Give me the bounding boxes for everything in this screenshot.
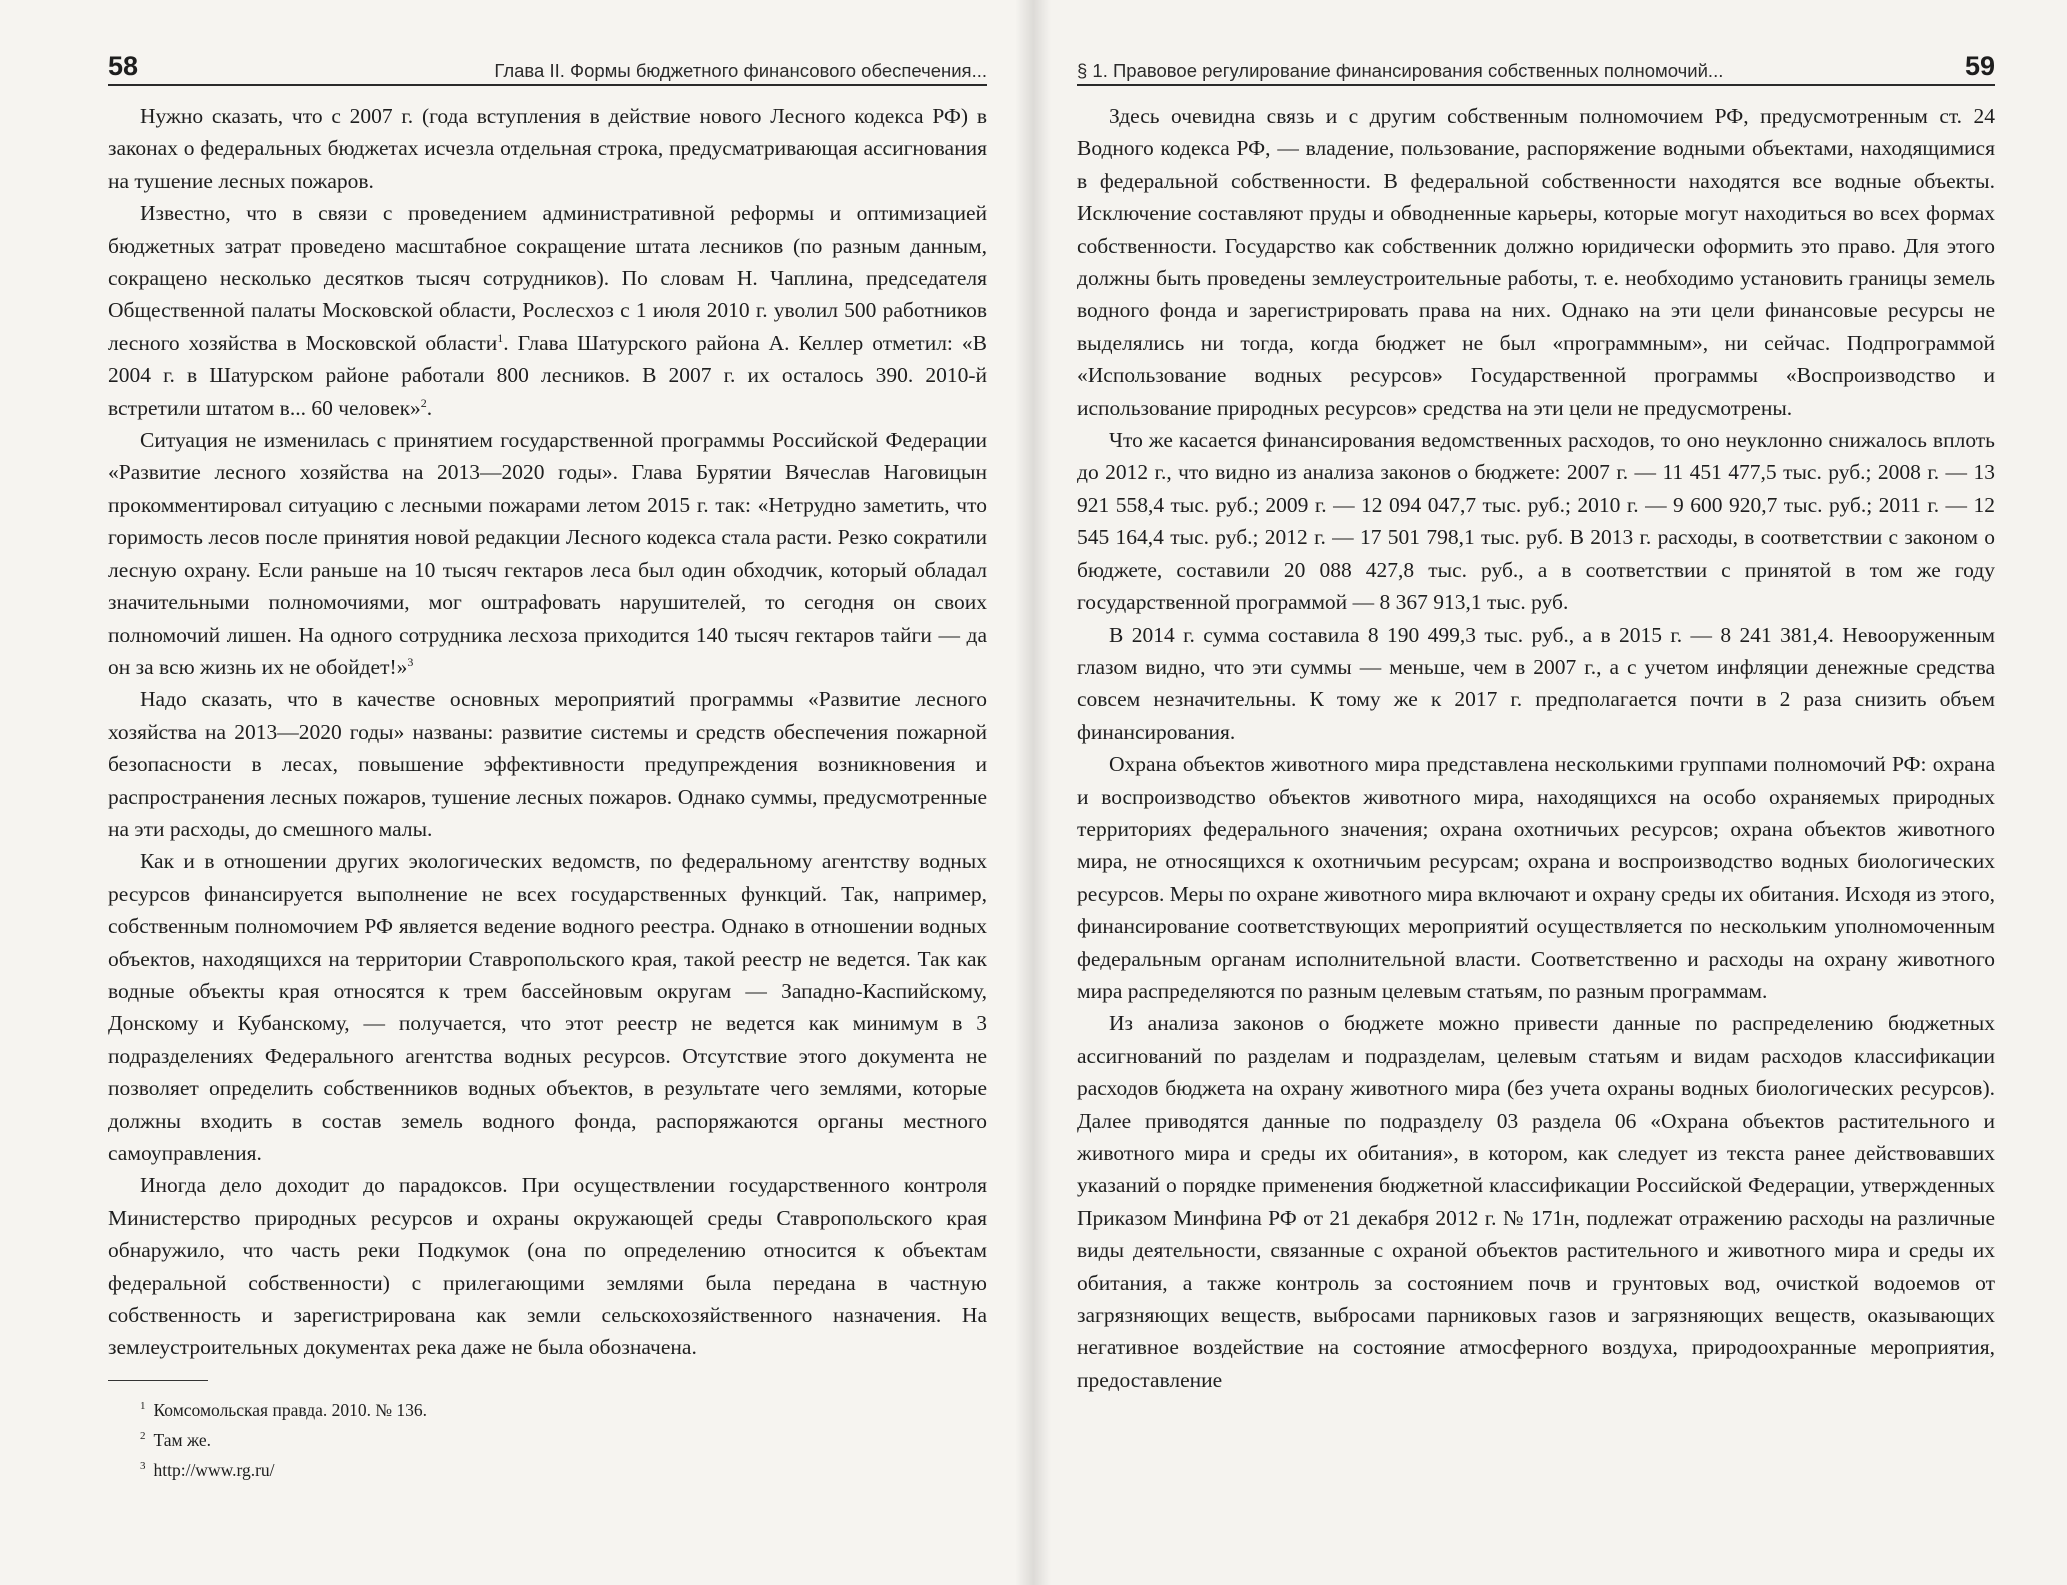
paragraph: Иногда дело доходит до парадоксов. При осуществлении государственного контроля Министерство природных ресурсов и охраны окружающей среды Ставропольского края обнаружило, что часть реки Подкумок (она по определению относится к объектам федеральной собственности) с прилегающими землями была передана в частную собственность и зарегистрирована как земли сельскохозяйственного назначения. На землеустроительных документах река даже не была обозначена. [108,1173,987,1360]
left-body-text [108,100,987,1364]
footnote-mark: 1 [140,1399,146,1412]
right-body-text [1077,100,1995,1396]
footnote-text: Комсомольская правда. 2010. № 136. [153,1399,428,1420]
paragraph: Что же касается финансирования ведомственных расходов, то оно неуклонно снижалось вплоть до 2012 г., что видно из анализа законов о бюджете: 2007 г. — 11 451 477,5 тыс. руб.; 2008 г. — 13 921 558,4 тыс. руб.; 2009 г. — 12 094 047,7 тыс. руб.; 2010 г. — 9 600 920,7 тыс. руб.; 2011 г. — 12 545 164,4 тыс. руб.; 2012 г. — 17 501 798,1 тыс. руб. В 2013 г. расходы, в соответствии с законом о бюджете, составили 20 088 427,8 тыс. руб., а в соответствии с принятой в том же году государственной программой — 8 367 913,1 тыс. руб. [1077,428,1995,615]
paragraph: Здесь очевидна связь и с другим собственным полномочием РФ, предусмотренным ст. 24 Водного кодекса РФ, — владение, пользование, распоряжение водными объектами, находящимися в федеральной собственности. В федеральной собственности находятся все водные объекты. Исключение составляют пруды и обводненные карьеры, которые могут находиться во всех формах собственности. Государство как собственник должно юридически оформить это право. Для этого должны быть проведены землеустроительные работы, т. е. необходимо установить границы земель водного фонда и зарегистрировать права на них. Однако на эти цели финансовые ресурсы не выделялись ни тогда, когда бюджет не был «программным», ни сейчас. Подпрограммой «Использование водных ресурсов» Государственной программы «Воспроизводство и использование природных ресурсов» средства на эти цели не предусмотрены. [1077,104,1995,420]
footnote-text: Там же. [153,1429,211,1450]
left-page-header [108,48,987,86]
right-page [1033,0,2067,1585]
footnote-item [108,1453,987,1483]
footnote-ref-3: 3 [407,654,414,669]
paragraph: Надо сказать, что в качестве основных мероприятий программы «Развитие лесного хозяйства на 2013—2020 годы» названы: развитие системы и средств обеспечения пожарной безопасности в лесах, повышение эффективности предупреждения возникновения и распространения лесных пожаров, тушение лесных пожаров. Однако суммы, предусмотренные на эти расходы, до смешного малы. [108,687,987,841]
footnote-mark: 2 [140,1429,146,1442]
paragraph-text: Известно, что в связи с проведением административной реформы и оптимизацией бюджетных затрат проведено масштабное сокращение штата лесников (по разным данным, сокращено несколько десятков тысяч сотрудников). По словам Н. Чаплина, председателя Общественной палаты Московской области, Рослесхоз с 1 июля 2010 г. уволил 500 работников лесного хозяйства в Московской области [108,201,987,355]
right-page-header [1077,48,1995,86]
left-page [0,0,1033,1585]
paragraph: Как и в отношении других экологических ведомств, по федеральному агентству водных ресурсов финансируется выполнение не всех государственных функций. Так, например, собственным полномочием РФ является ведение водного реестра. Однако в отношении водных объектов, находящихся на территории Ставропольского края, такой реестр не ведется. Так как водные объекты края относятся к трем бассейновым округам — Западно-Каспийскому, Донскому и Кубанскому, — получается, что этот реестр не ведется как минимум в 3 подразделениях Федерального агентства водных ресурсов. Отсутствие этого документа не позволяет определить собственников водных объектов, в результате чего землями, которые должны входить в состав земель водного фонда, распоряжаются органы местного самоуправления. [108,849,987,1165]
left-page-number: 58 [108,51,139,81]
right-page-number: 59 [1964,51,1995,81]
paragraph-text: Ситуация не изменилась с принятием государственной программы Российской Федерации «Развитие лесного хозяйства на 2013—2020 годы». Глава Бурятии Вячеслав Наговицын прокомментировал ситуацию с лесными пожарами летом 2015 г. так: «Нетрудно заметить, что горимость лесов после принятия новой редакции Лесного кодекса стала расти. Резко сократили лесную охрану. Если раньше на 10 тысяч гектаров леса был один обходчик, который обладал значительными полномочиями, мог оштрафовать нарушителей, то сегодня он своих полномочий лишен. На одного сотрудника лесхоза приходится 140 тысяч гектаров тайги — да он за всю жизнь их не обойдет!» [108,428,987,679]
footnote-ref-2: 2 [420,395,427,410]
footnote-mark: 3 [140,1459,146,1472]
paragraph-text-continued: . Глава Шатурского района А. Келлер отметил: «В 2004 г. в Шатурском районе работали 800 лесников. В 2007 г. их осталось 390. 2010-й встретили штатом в... 60 человек» [108,330,987,420]
left-running-title: Глава II. Формы бюджетного финансового обеспечения... [494,59,987,81]
footnotes [108,1393,987,1482]
paragraph: Нужно сказать, что с 2007 г. (года вступления в действие нового Лесного кодекса РФ) в законах о федеральных бюджетах исчезла отдельная строка, предусматривающая ассигнования на тушение лесных пожаров. [108,104,987,193]
paragraph-with-footnotes [108,197,987,424]
book-gutter-shadow [1015,0,1051,1585]
paragraph-with-footnote [108,424,987,683]
footnote-text: http://www.rg.ru/ [153,1459,275,1480]
paragraph-end: . [426,395,433,420]
paragraph: В 2014 г. сумма составила 8 190 499,3 тыс. руб., а в 2015 г. — 8 241 381,4. Невооруженным глазом видно, что эти суммы — меньше, чем в 2007 г., а с учетом инфляции денежные средства совсем незначительны. К тому же к 2017 г. предполагается почти в 2 раза снизить объем финансирования. [1077,622,1995,744]
footnote-item [108,1393,987,1423]
footnote-ref-1: 1 [497,330,504,345]
footnote-item [108,1423,987,1453]
right-running-title: § 1. Правовое регулирование финансирования собственных полномочий... [1077,59,1724,81]
footnote-separator [108,1380,208,1381]
paragraph: Из анализа законов о бюджете можно привести данные по распределению бюджетных ассигнований по разделам и подразделам, целевым статьям и видам расходов классификации расходов бюджета на охрану животного мира (без учета охраны водных биологических ресурсов). Далее приводятся данные по подразделу 03 раздела 06 «Охрана объектов растительного и животного мира и среды их обитания», в котором, как следует из текста ранее действовавших указаний о порядке применения бюджетной классификации Российской Федерации, утвержденных Приказом Минфина РФ от 21 декабря 2012 г. № 171н, подлежат отражению расходы на различные виды деятельности, связанные с охраной объектов растительного и животного мира и среды их обитания, а также контроль за состоянием почв и грунтовых вод, очисткой водоемов от загрязняющих веществ, выбросами парниковых газов и загрязняющих веществ, оказывающих негативное воздействие на состояние атмосферного воздуха, природоохранные мероприятия, предоставление [1077,1011,1995,1392]
paragraph: Охрана объектов животного мира представлена несколькими группами полномочий РФ: охрана и воспроизводство объектов животного мира, находящихся на особо охраняемых природных территориях федерального значения; охрана охотничьих ресурсов; охрана объектов животного мира, не относящихся к охотничьим ресурсам; охрана и воспроизводство водных биологических ресурсов. Меры по охране животного мира включают и охрану среды их обитания. Исходя из этого, финансирование соответствующих мероприятий осуществляется по нескольким уполномоченным федеральным органам исполнительной власти. Соответственно и расходы на охрану животного мира распределяются по разным целевым статьям, по разным программам. [1077,752,1995,1003]
